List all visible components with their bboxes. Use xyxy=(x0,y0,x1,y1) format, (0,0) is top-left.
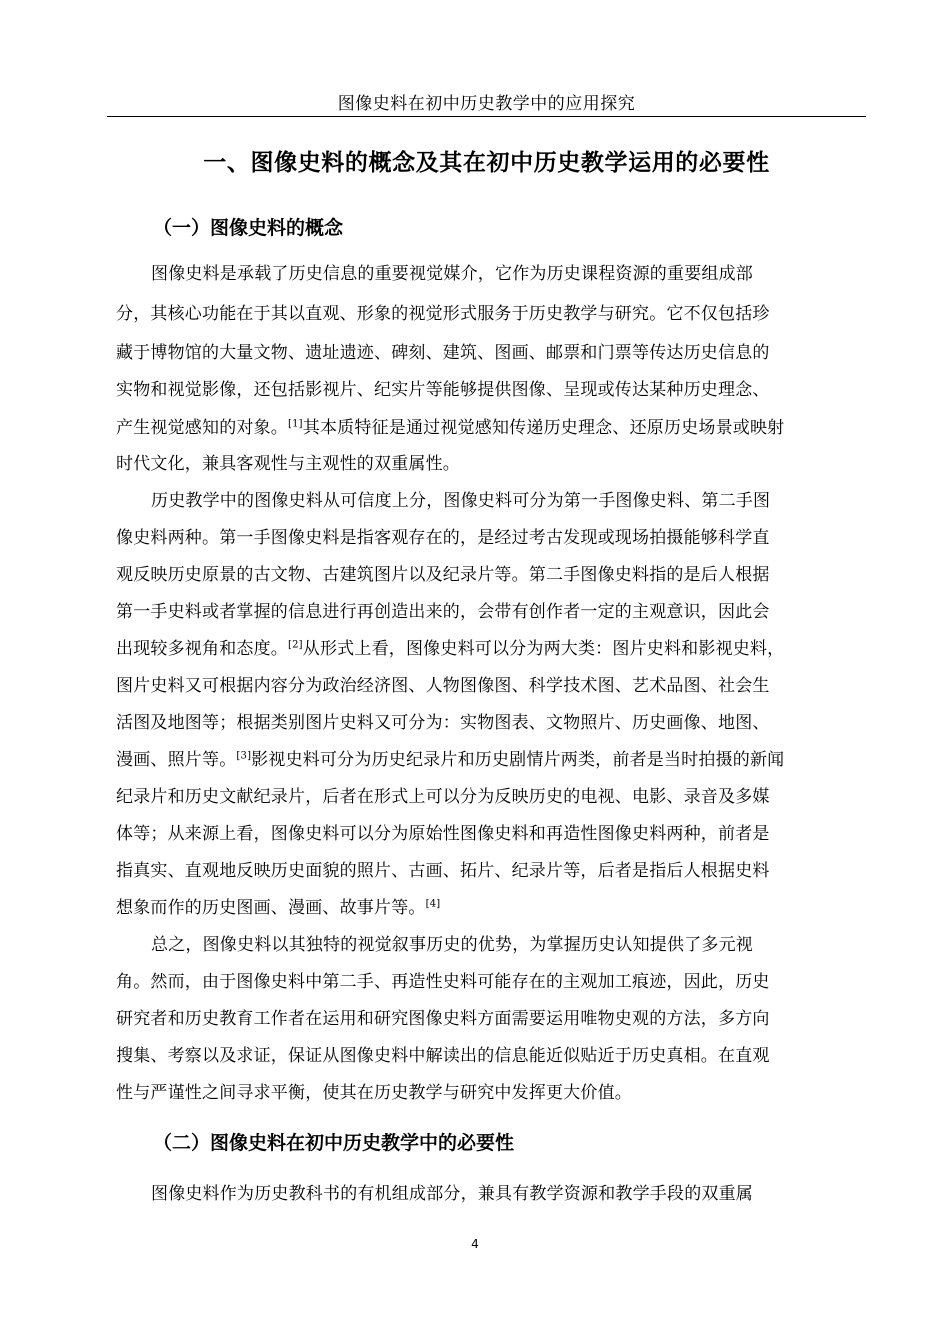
paragraph-line: 研究者和历史教育工作者在运用和研究图像史料方面需要运用唯物史观的方法，多方向 xyxy=(116,1009,770,1029)
paragraph-line: 像史料两种。第一手图像史料是指客观存在的，是经过考古发现或现场拍摄能够科学直 xyxy=(116,528,770,548)
text-run: 漫画、照片等。 xyxy=(116,750,237,770)
paragraph-line xyxy=(116,748,784,772)
paragraph-line: 图片史料又可根据内容分为政治经济图、人物图像图、科学技术图、艺术品图、社会生 xyxy=(116,676,770,696)
text-run: 产生视觉感知的对象。 xyxy=(116,418,288,438)
paragraph-line xyxy=(116,416,784,440)
paragraph-line: 活图及地图等；根据类别图片史料又可分为：实物图表、文物照片、历史画像、地图、 xyxy=(116,713,770,733)
section-title-concept: （一）图像史料的概念 xyxy=(153,217,344,239)
citation-ref-1: [1] xyxy=(288,418,303,430)
paragraph-line: 总之，图像史料以其独特的视觉叙事历史的优势，为掌握历史认知提供了多元视 xyxy=(151,935,753,955)
paragraph-line: 图像史料是承载了历史信息的重要视觉媒介，它作为历史课程资源的重要组成部 xyxy=(151,264,753,284)
paragraph-line: 时代文化，兼具客观性与主观性的双重属性。 xyxy=(116,454,460,474)
paragraph-line: 分，其核心功能在于其以直观、形象的视觉形式服务于历史教学与研究。它不仅包括珍 xyxy=(116,304,770,324)
paragraph-line xyxy=(116,637,784,661)
running-header: 图像史料在初中历史教学中的应用探究 xyxy=(337,94,636,114)
text-run: 其本质特征是通过视觉感知传递历史理念、还原历史场景或映射 xyxy=(302,418,785,438)
paragraph-line: 角。然而，由于图像史料中第二手、再造性史料可能存在的主观加工痕迹，因此，历史 xyxy=(116,972,770,992)
section-title-necessity: （二）图像史料在初中历史教学中的必要性 xyxy=(153,1132,515,1154)
paragraph-line: 体等；从来源上看，图像史料可以分为原始性图像史料和再造性图像史料两种，前者是 xyxy=(116,824,770,844)
text-run: 影视史料可分为历史纪录片和历史剧情片两类，前者是当时拍摄的新闻 xyxy=(251,750,785,770)
paragraph-line xyxy=(116,896,440,920)
paragraph-line: 指真实、直观地反映历史面貌的照片、古画、拓片、纪录片等，后者是指后人根据史料 xyxy=(116,861,770,881)
text-run: 出现较多视角和态度。 xyxy=(116,639,288,659)
page-number: 4 xyxy=(471,1237,479,1251)
citation-ref-4: [4] xyxy=(425,898,441,910)
paragraph-line: 性与严谨性之间寻求平衡，使其在历史教学与研究中发挥更大价值。 xyxy=(116,1083,632,1103)
paragraph-line: 第一手史料或者掌握的信息进行再创造出来的，会带有创作者一定的主观意识，因此会 xyxy=(116,602,770,622)
text-run: 想象而作的历史图画、漫画、故事片等。 xyxy=(116,898,426,918)
citation-ref-2: [2] xyxy=(288,639,303,651)
text-run: 从形式上看，图像史料可以分为两大类：图片史料和影视史料， xyxy=(302,639,785,659)
citation-ref-3: [3] xyxy=(236,750,252,762)
paragraph-line: 观反映历史原景的古文物、古建筑图片以及纪录片等。第二手图像史料指的是后人根据 xyxy=(116,565,770,585)
chapter-title: 一、图像史料的概念及其在初中历史教学运用的必要性 xyxy=(203,150,770,176)
paragraph-line: 纪录片和历史文献纪录片，后者在形式上可以分为反映历史的电视、电影、录音及多媒 xyxy=(116,787,770,807)
paragraph-line: 历史教学中的图像史料从可信度上分，图像史料可分为第一手图像史料、第二手图 xyxy=(151,491,771,511)
paragraph-line: 藏于博物馆的大量文物、遗址遗迹、碑刻、建筑、图画、邮票和门票等传达历史信息的 xyxy=(116,343,770,363)
paragraph-line: 搜集、考察以及求证，保证从图像史料中解读出的信息能近似贴近于历史真相。在直观 xyxy=(116,1046,770,1066)
paragraph-line: 实物和视觉影像，还包括影视片、纪实片等能够提供图像、呈现或传达某种历史理念、 xyxy=(116,380,770,400)
paragraph-line: 图像史料作为历史教科书的有机组成部分，兼具有教学资源和教学手段的双重属 xyxy=(151,1184,753,1204)
